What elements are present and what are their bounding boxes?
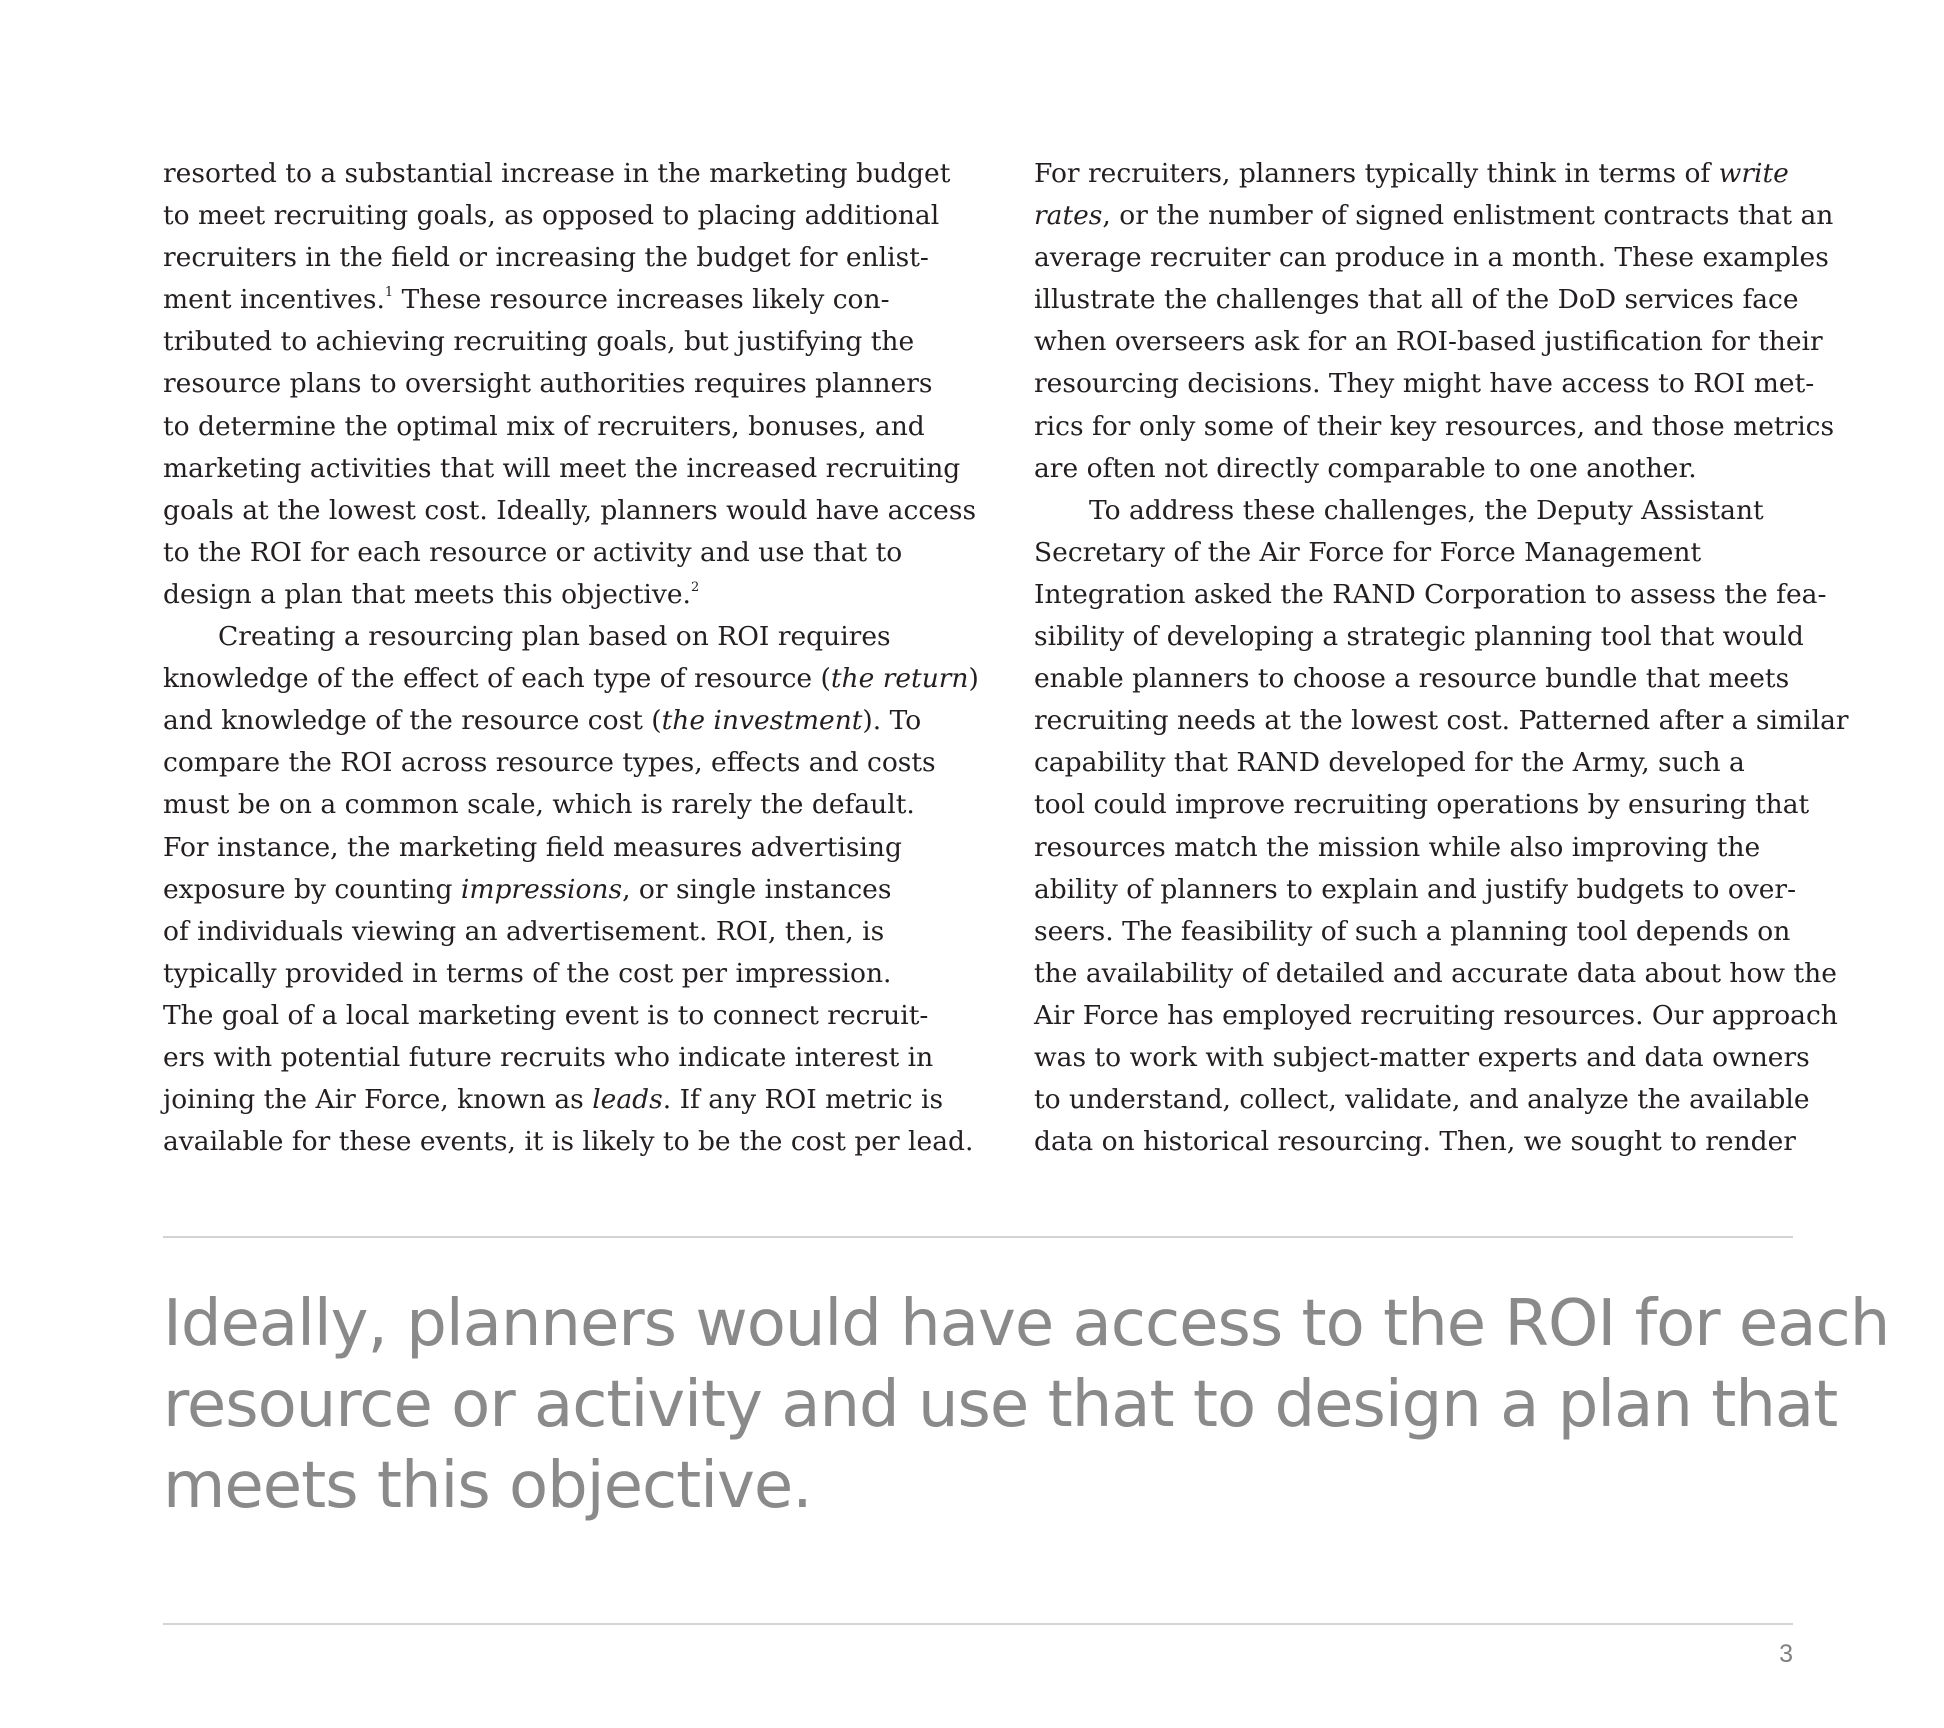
- pull-quote: [163, 1284, 1890, 1527]
- page-number: 3: [1779, 1640, 1793, 1668]
- italic-term: leads: [592, 1084, 663, 1116]
- text-line: Air Force has employed recruiting resources. Our approach: [1034, 999, 1838, 1031]
- text-line: to understand, collect, validate, and analyze the available: [1034, 1084, 1810, 1116]
- text-segment: , or the number of signed enlistment contracts that an: [1102, 200, 1834, 232]
- footnote-marker-2[interactable]: 2: [690, 580, 700, 596]
- text-line: ers with potential future recruits who indicate interest in: [163, 1041, 934, 1073]
- text-line: [163, 658, 979, 700]
- text-segment: ): [968, 663, 979, 695]
- italic-term: rates: [1034, 200, 1103, 232]
- text-line: average recruiter can produce in a month. These examples: [1034, 242, 1829, 274]
- text-line: capability that RAND developed for the Army, such a: [1034, 747, 1745, 779]
- text-line: resorted to a substantial increase in the marketing budget: [163, 158, 951, 189]
- italic-term: the investment: [661, 705, 863, 737]
- text-segment: knowledge of the effect of each type of resource (: [163, 663, 831, 695]
- text-line: the availability of detailed and accurate data about how the: [1034, 957, 1837, 989]
- text-line: The goal of a local marketing event is to connect recruit-: [163, 999, 929, 1031]
- text-line: [163, 1079, 944, 1121]
- text-line: was to work with subject-matter experts and data owners: [1034, 1041, 1810, 1073]
- italic-term: impressions: [460, 873, 623, 905]
- right-column: [1034, 153, 1849, 1163]
- paragraph-start-line: Creating a resourcing plan based on ROI requires: [218, 621, 891, 653]
- text-line: tool could improve recruiting operations by ensuring that: [1034, 789, 1810, 821]
- text-line: [163, 869, 908, 911]
- pull-quote-line: meets this objective.: [163, 1449, 812, 1523]
- text-line: must be on a common scale, which is rarely the default.: [163, 789, 915, 821]
- text-line: recruiters in the field or increasing the budget for enlist-: [163, 242, 929, 274]
- text-segment: . If any ROI metric is: [662, 1084, 944, 1116]
- text-segment: exposure by counting: [163, 873, 461, 905]
- text-segment: design a plan that meets this objective.: [163, 578, 691, 610]
- pull-quote-line: Ideally, planners would have access to the ROI for each: [163, 1287, 1890, 1361]
- text-line: tributed to achieving recruiting goals, but justifying the: [163, 326, 915, 358]
- text-line: [163, 700, 922, 742]
- text-segment: For recruiters, planners typically think in terms of: [1034, 158, 1719, 189]
- text-line: resourcing decisions. They might have access to ROI met-: [1034, 368, 1815, 400]
- footer-divider: [163, 1623, 1793, 1625]
- text-line: available for these events, it is likely to be the cost per lead.: [163, 1126, 974, 1158]
- text-segment: These resource increases likely con-: [393, 284, 890, 316]
- text-line: sibility of developing a strategic planning tool that would: [1034, 621, 1804, 653]
- text-line: marketing activities that will meet the increased recruiting: [163, 452, 961, 484]
- text-segment: , or single instances: [622, 873, 892, 905]
- text-line: typically provided in terms of the cost per impression.: [163, 957, 892, 989]
- text-line: goals at the lowest cost. Ideally, planners would have access: [163, 494, 977, 526]
- text-segment: ). To: [862, 705, 922, 737]
- text-line: to determine the optimal mix of recruiters, bonuses, and: [163, 410, 925, 442]
- italic-term: the return: [830, 663, 969, 695]
- text-line: of individuals viewing an advertisement. ROI, then, is: [163, 915, 885, 947]
- text-line: compare the ROI across resource types, effects and costs: [163, 747, 936, 779]
- footnote-marker-1[interactable]: 1: [384, 285, 394, 301]
- text-line: are often not directly comparable to one another.: [1034, 452, 1697, 484]
- paragraph-start-line: To address these challenges, the Deputy Assistant: [1089, 494, 1764, 526]
- text-segment: ment incentives.: [163, 284, 385, 316]
- text-line: seers. The feasibility of such a planning tool depends on: [1034, 915, 1791, 947]
- text-line: recruiting needs at the lowest cost. Patterned after a similar: [1034, 705, 1849, 737]
- text-segment: joining the Air Force, known as: [163, 1084, 593, 1116]
- text-line: [1034, 153, 1789, 195]
- text-line: rics for only some of their key resources, and those metrics: [1034, 410, 1835, 442]
- text-line: to meet recruiting goals, as opposed to placing additional: [163, 200, 940, 232]
- text-line: [163, 279, 908, 321]
- text-segment: and knowledge of the resource cost (: [163, 705, 662, 737]
- text-line: ability of planners to explain and justify budgets to over-: [1034, 873, 1797, 905]
- text-line: to the ROI for each resource or activity and use that to: [163, 536, 903, 568]
- left-column: [163, 153, 979, 1163]
- text-line: resource plans to oversight authorities requires planners: [163, 368, 933, 400]
- pull-quote-top-divider: [163, 1236, 1793, 1238]
- text-line: illustrate the challenges that all of the DoD services face: [1034, 284, 1799, 316]
- text-line: [1034, 195, 1834, 237]
- text-line: For instance, the marketing field measures advertising: [163, 831, 902, 863]
- text-line: resources match the mission while also improving the: [1034, 831, 1761, 863]
- text-line: [163, 574, 908, 616]
- text-line: data on historical resourcing. Then, we sought to render: [1034, 1126, 1796, 1158]
- pull-quote-line: resource or activity and use that to design a plan that: [163, 1368, 1838, 1442]
- text-line: enable planners to choose a resource bundle that meets: [1034, 663, 1790, 695]
- text-line: Integration asked the RAND Corporation to assess the fea-: [1034, 578, 1827, 610]
- italic-term: write: [1718, 158, 1789, 189]
- text-line: when overseers ask for an ROI-based justification for their: [1034, 326, 1823, 358]
- text-line: Secretary of the Air Force for Force Management: [1034, 536, 1702, 568]
